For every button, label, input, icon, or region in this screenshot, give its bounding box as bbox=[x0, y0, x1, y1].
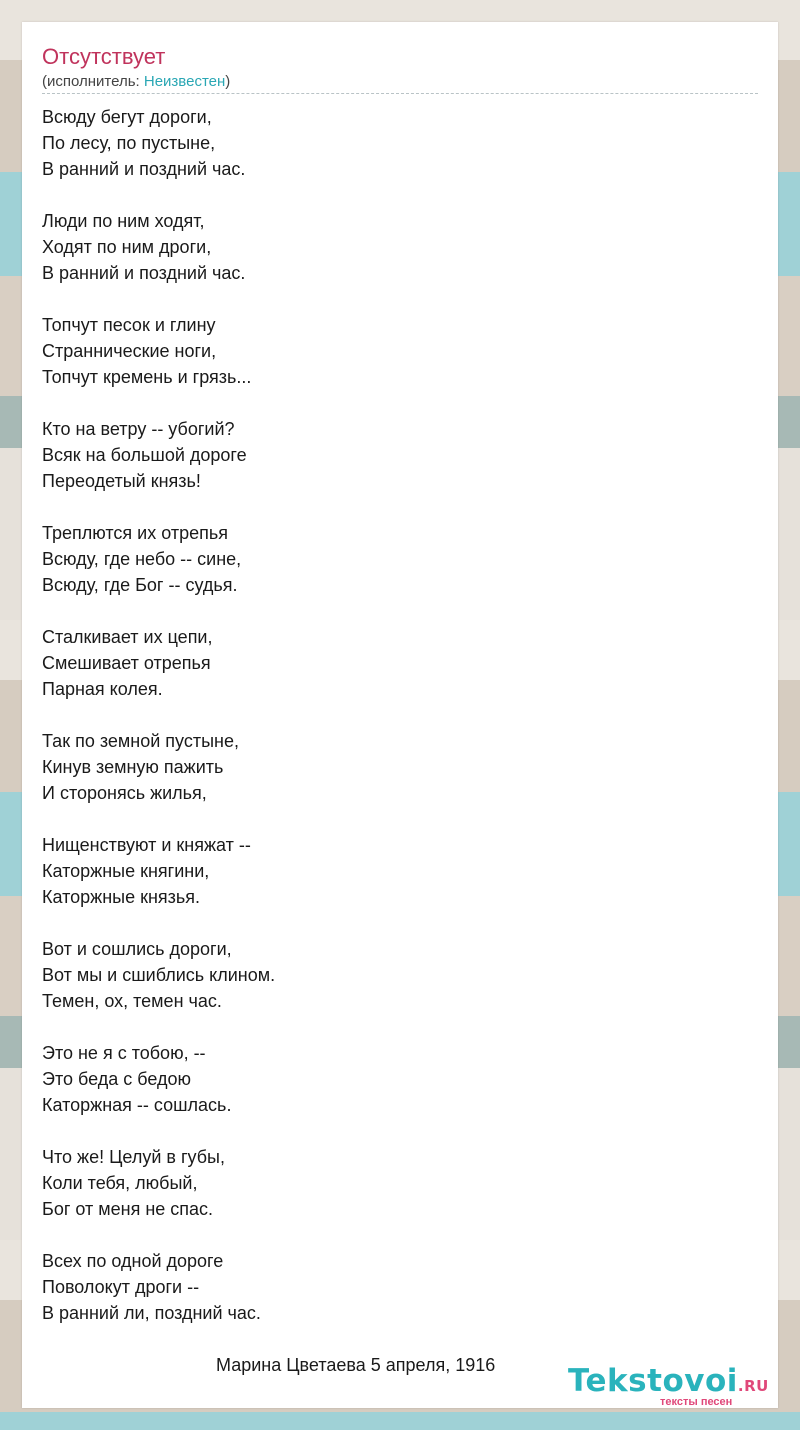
lyric-line: Коли тебя, любый, bbox=[42, 1173, 198, 1193]
lyric-line: В ранний и поздний час. bbox=[42, 159, 246, 179]
lyric-line: Нищенствуют и княжат -- bbox=[42, 835, 251, 855]
lyric-line: Поволокут дроги -- bbox=[42, 1277, 200, 1297]
lyric-line: Страннические ноги, bbox=[42, 341, 217, 361]
lyric-line: Всяк на большой дороге bbox=[42, 445, 247, 465]
lyric-line: Кинув земную пажить bbox=[42, 757, 224, 777]
lyric-line: По лесу, по пустыне, bbox=[42, 133, 216, 153]
lyric-line: Ходят по ним дроги, bbox=[42, 237, 212, 257]
artist-suffix: ) bbox=[225, 73, 231, 90]
lyrics-stanza bbox=[42, 1144, 742, 1222]
lyric-line: Сталкивает их цепи, bbox=[42, 627, 213, 647]
artist-prefix: (исполнитель: bbox=[42, 73, 144, 90]
lyrics-stanza bbox=[42, 1248, 742, 1326]
lyric-line: Всех по одной дороге bbox=[42, 1251, 224, 1271]
lyric-line: Топчут кремень и грязь... bbox=[42, 367, 252, 387]
lyric-line: Смешивает отрепья bbox=[42, 653, 211, 673]
song-title: Отсутствует bbox=[42, 44, 166, 69]
lyrics-body bbox=[42, 104, 742, 1352]
lyric-line: Бог от меня не спас. bbox=[42, 1199, 214, 1219]
lyric-line: Так по земной пустыне, bbox=[42, 731, 239, 751]
lyric-line: Что же! Целуй в губы, bbox=[42, 1147, 225, 1167]
lyrics-stanza bbox=[42, 416, 742, 494]
author-line: Марина Цветаева 5 апреля, 1916 bbox=[216, 1355, 496, 1375]
lyrics-stanza bbox=[42, 312, 742, 390]
lyric-line: Всюду, где Бог -- судья. bbox=[42, 575, 238, 595]
lyric-line: Кто на ветру -- убогий? bbox=[42, 419, 235, 439]
artist-link[interactable]: Неизвестен bbox=[143, 73, 226, 90]
title-divider bbox=[42, 93, 758, 94]
logo-tagline: тексты песен bbox=[660, 1396, 733, 1408]
lyric-line: В ранний ли, поздний час. bbox=[42, 1303, 261, 1323]
lyric-line: Всюду, где небо -- сине, bbox=[42, 549, 242, 569]
lyrics-stanza bbox=[42, 208, 742, 286]
logo-tld: .RU bbox=[737, 1377, 769, 1395]
lyrics-stanza bbox=[42, 1040, 742, 1118]
lyrics-stanza bbox=[42, 832, 742, 910]
lyric-line: В ранний и поздний час. bbox=[42, 263, 246, 283]
lyric-line: И сторонясь жилья, bbox=[42, 783, 207, 803]
lyric-line: Топчут песок и глину bbox=[42, 315, 216, 335]
lyric-line: Каторжная -- сошлась. bbox=[42, 1095, 232, 1115]
lyric-line: Каторжные княгини, bbox=[42, 861, 210, 881]
logo-main-text: Tekstovoi bbox=[568, 1363, 738, 1399]
lyric-line: Вот и сошлись дороги, bbox=[42, 939, 232, 959]
lyric-line: Это не я с тобою, -- bbox=[42, 1043, 206, 1063]
lyric-line: Это беда с бедою bbox=[42, 1069, 191, 1089]
lyric-line: Вот мы и сшиблись клином. bbox=[42, 965, 276, 985]
lyric-line: Люди по ним ходят, bbox=[42, 211, 205, 231]
site-logo[interactable] bbox=[568, 1363, 778, 1413]
lyrics-stanza bbox=[42, 728, 742, 806]
lyric-line: Всюду бегут дороги, bbox=[42, 107, 212, 127]
lyric-line: Каторжные князья. bbox=[42, 887, 201, 907]
lyrics-card bbox=[22, 22, 778, 1408]
lyric-line: Темен, ох, темен час. bbox=[42, 991, 222, 1011]
lyrics-stanza bbox=[42, 624, 742, 702]
lyrics-stanza bbox=[42, 936, 742, 1014]
lyric-line: Треплются их отрепья bbox=[42, 523, 228, 543]
lyric-line: Парная колея. bbox=[42, 679, 163, 699]
lyrics-stanza bbox=[42, 520, 742, 598]
lyric-line: Переодетый князь! bbox=[42, 471, 201, 491]
lyrics-stanza bbox=[42, 104, 742, 182]
artist-line bbox=[42, 72, 230, 92]
